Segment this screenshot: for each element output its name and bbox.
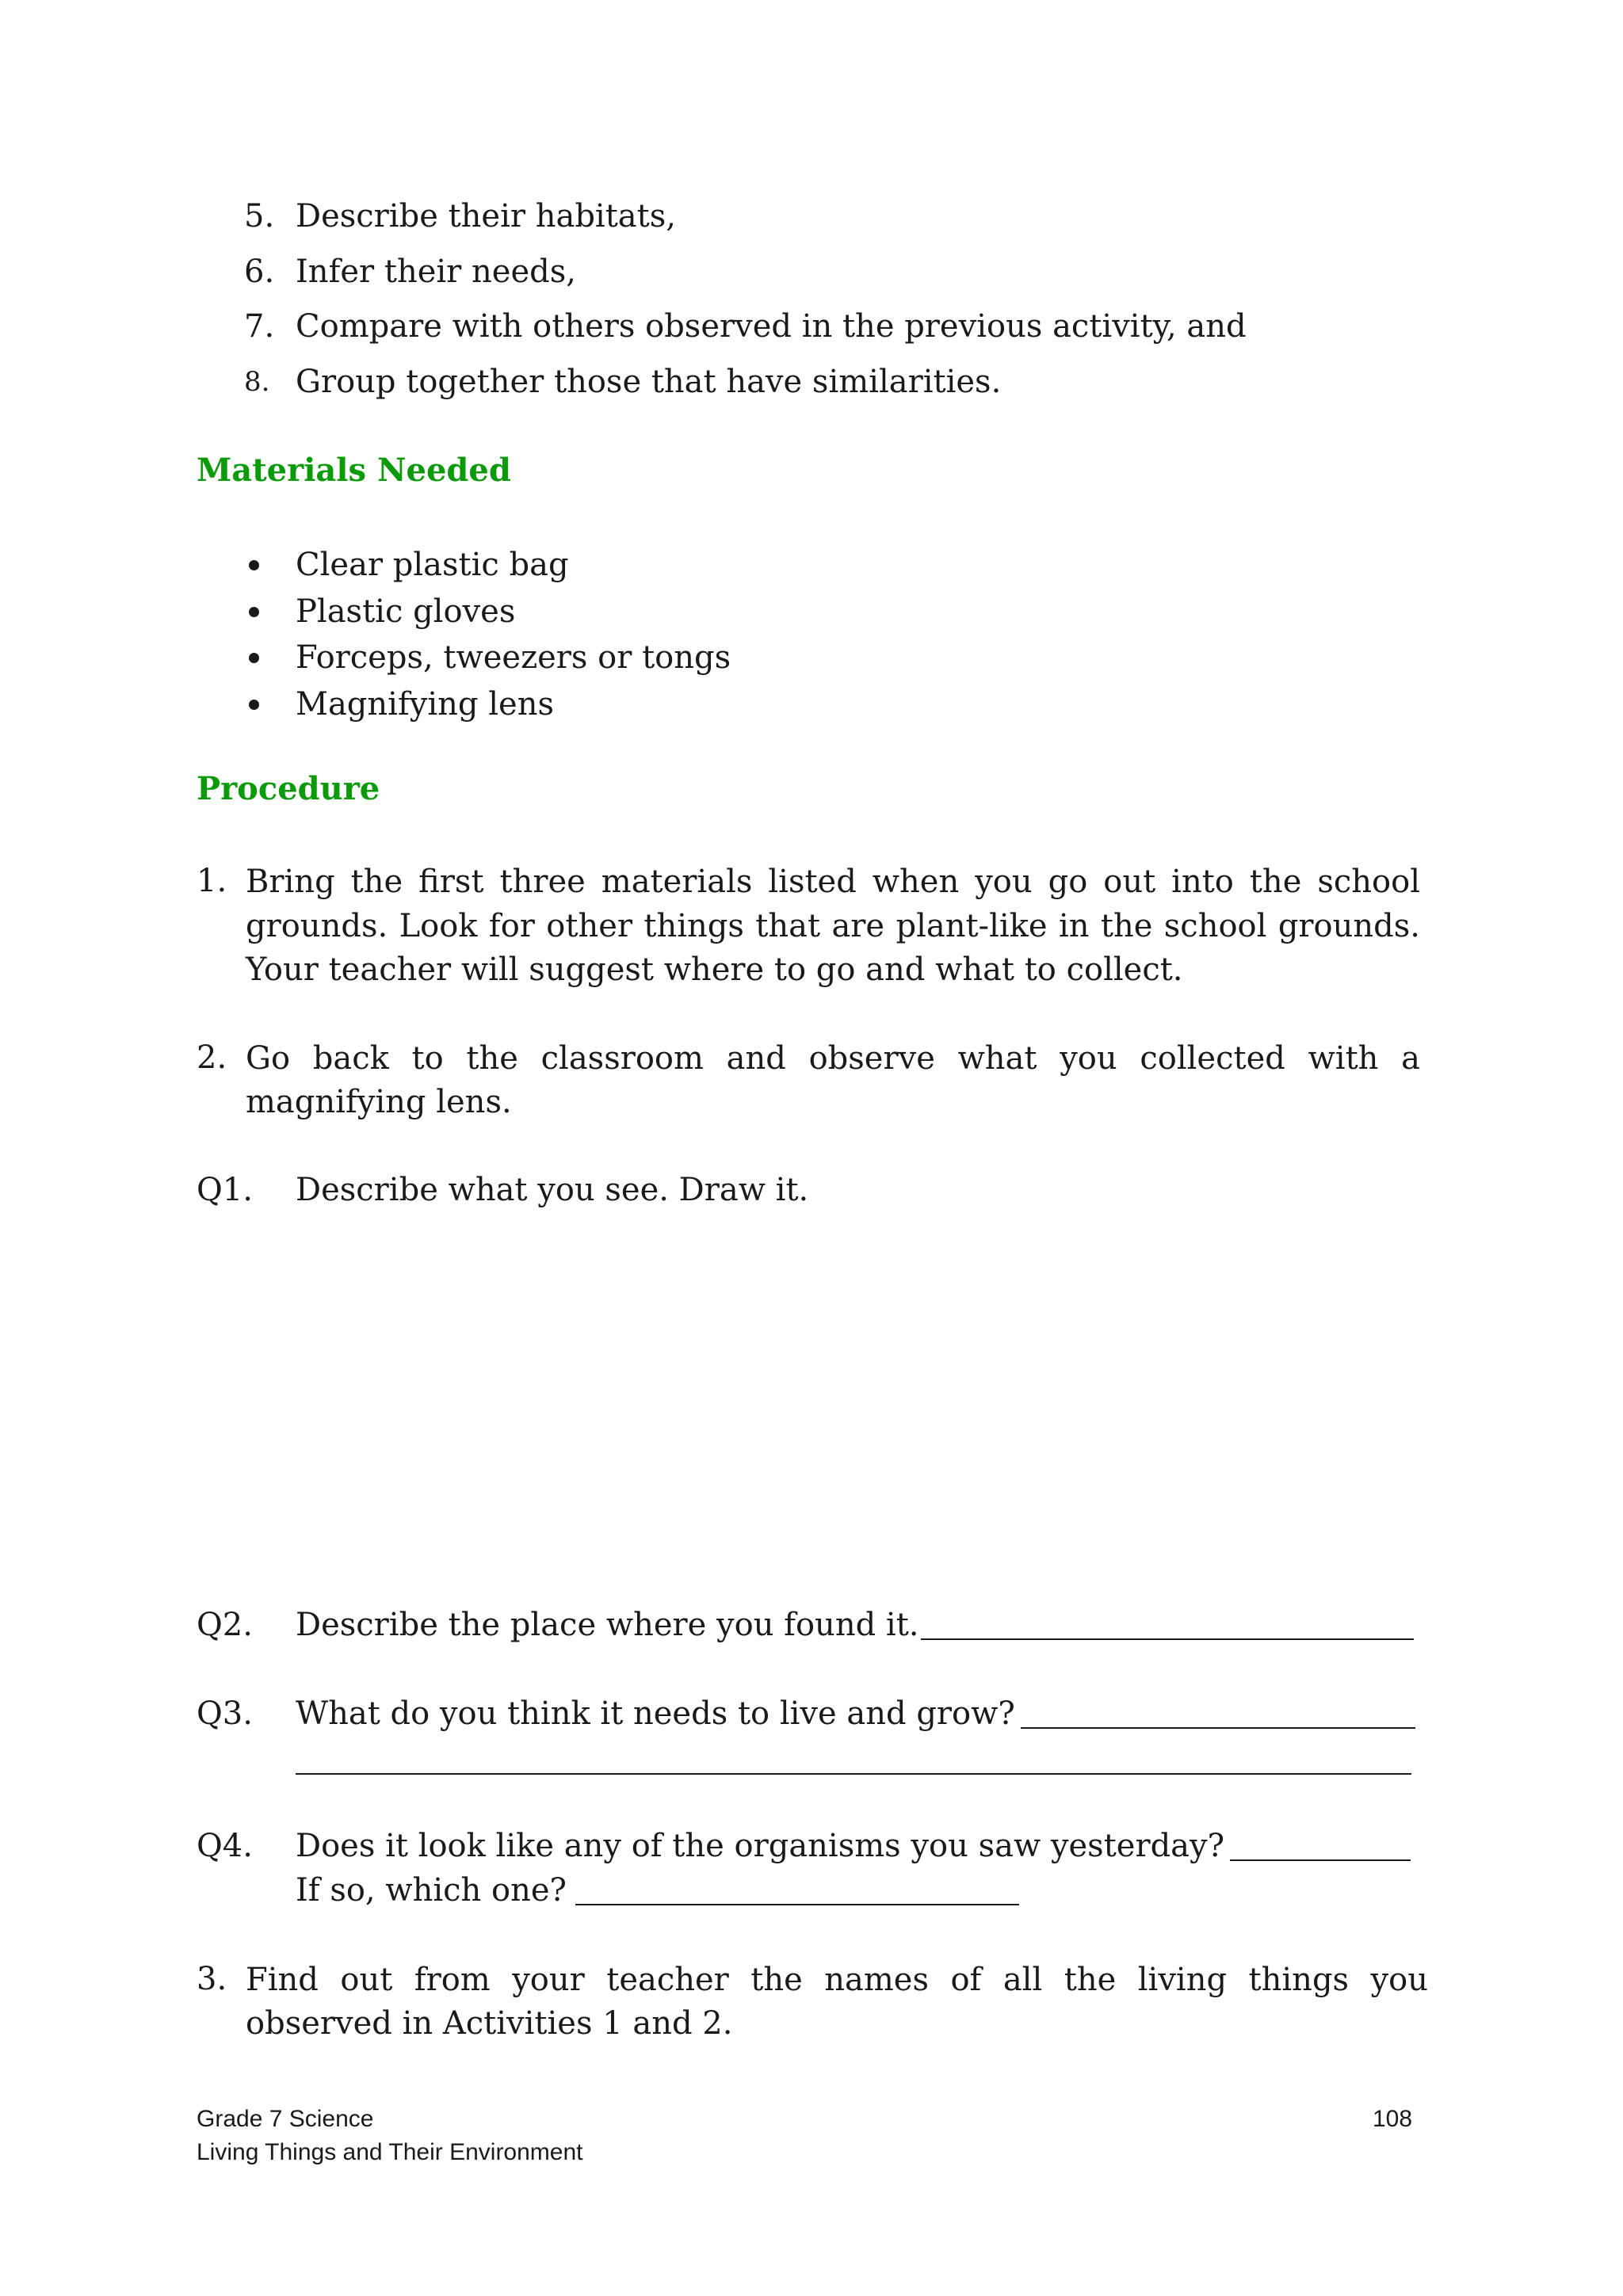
question-followup: If so, which one? xyxy=(296,1872,567,1909)
step-3-line: observed in Activities 1 and 2. xyxy=(246,2005,733,2042)
step-1-line: Bring the first three materials listed when you go out into the school xyxy=(246,864,1420,900)
step-3-text xyxy=(246,1958,1428,2045)
answer-line[interactable] xyxy=(575,1904,1019,1905)
question-text: Describe what you see. Draw it. xyxy=(296,1172,809,1208)
question-label: Q4. xyxy=(197,1828,253,1864)
list-number: 5. xyxy=(244,198,275,235)
list-item: Clear plastic bag xyxy=(296,547,569,583)
step-2-text xyxy=(246,1036,1420,1123)
question-text: Does it look like any of the organisms you saw yesterday? xyxy=(296,1828,1225,1864)
footer-subject: Grade 7 Science xyxy=(197,2106,374,2132)
bullet-icon xyxy=(249,700,259,710)
question-label: Q2. xyxy=(197,1607,253,1643)
list-number: 7. xyxy=(244,308,275,345)
question-label: Q3. xyxy=(197,1695,253,1732)
list-item: Group together those that have similarities. xyxy=(296,364,1002,400)
answer-line[interactable] xyxy=(921,1638,1414,1640)
step-1-line: Your teacher will suggest where to go and what to collect. xyxy=(246,952,1183,988)
question-label: Q1. xyxy=(197,1172,253,1208)
drawing-area[interactable] xyxy=(296,1236,1421,1569)
answer-line[interactable] xyxy=(1021,1727,1415,1729)
step-2-line: magnifying lens. xyxy=(246,1084,512,1120)
list-item: Compare with others observed in the previous activity, and xyxy=(296,308,1247,345)
answer-line[interactable] xyxy=(1230,1859,1411,1861)
list-number: 6. xyxy=(244,254,275,290)
step-2-line: Go back to the classroom and observe what you collected with a xyxy=(246,1040,1420,1077)
list-item: Describe their habitats, xyxy=(296,198,676,235)
bullet-icon xyxy=(249,560,259,570)
footer-unit: Living Things and Their Environment xyxy=(197,2139,583,2165)
answer-line[interactable] xyxy=(296,1773,1411,1775)
list-item: Forceps, tweezers or tongs xyxy=(296,639,731,676)
bullet-icon xyxy=(249,653,259,663)
question-text: What do you think it needs to live and grow? xyxy=(296,1695,1015,1732)
step-1-text xyxy=(246,860,1420,991)
list-number: 8. xyxy=(244,366,270,398)
step-1-line: grounds. Look for other things that are plant-like in the school grounds. xyxy=(246,908,1420,944)
list-item: Infer their needs, xyxy=(296,254,576,290)
bullet-icon xyxy=(249,607,259,617)
list-item: Magnifying lens xyxy=(296,686,554,723)
list-item: Plastic gloves xyxy=(296,593,516,630)
step-number: 2. xyxy=(197,1039,227,1076)
step-number: 3. xyxy=(197,1961,227,1997)
procedure-heading: Procedure xyxy=(197,770,380,807)
question-text: Describe the place where you found it. xyxy=(296,1607,919,1643)
step-3-line: Find out from your teacher the names of all the living things you xyxy=(246,1962,1428,1998)
materials-heading: Materials Needed xyxy=(197,452,511,489)
step-number: 1. xyxy=(197,863,227,899)
page-number: 108 xyxy=(1373,2106,1413,2132)
